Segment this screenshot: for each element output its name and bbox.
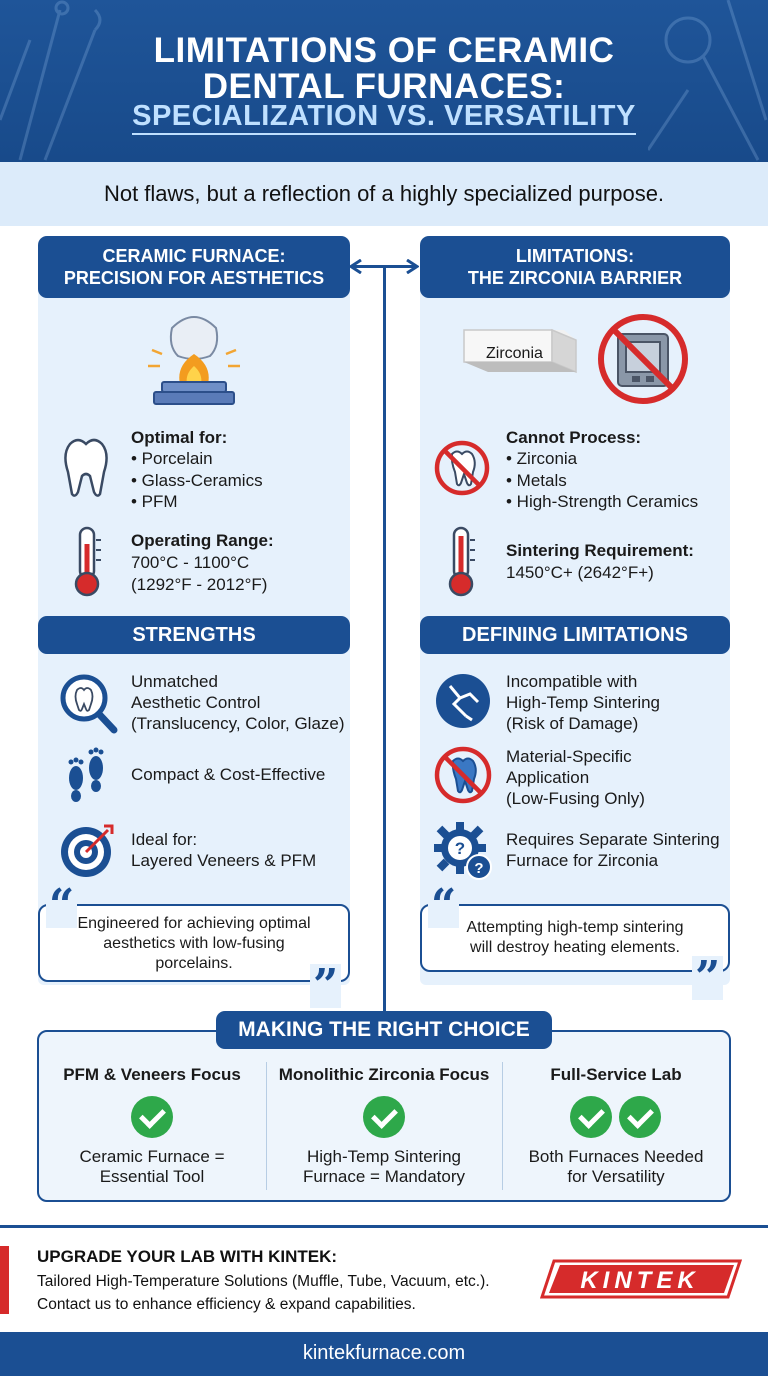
limit-separate-furnace: Requires Separate Sintering Furnace for Zirconia	[506, 830, 720, 870]
cannot-process-label: Cannot Process:	[506, 428, 642, 447]
limit-incompatible: Incompatible with High-Temp Sintering (Risk of Damage)	[506, 672, 661, 733]
strength-ideal-for: Ideal for: Layered Veneers & PFM	[131, 830, 317, 870]
footer-divider	[0, 1225, 768, 1228]
svg-text:?: ?	[454, 839, 466, 858]
tagline: Not flaws, but a reflection of a highly specialized purpose.	[103, 181, 665, 206]
check-icon	[619, 1096, 661, 1138]
quote-close-icon: ”	[692, 956, 723, 1000]
cannot-process-list: • Zirconia • Metals • High-Strength Ceramics	[506, 449, 699, 511]
strength-compact: Compact & Cost-Effective	[131, 765, 326, 784]
choice-col-fullservice-desc: Both Furnaces Needed for Versatility	[528, 1147, 704, 1186]
choice-col-fullservice-title: Full-Service Lab	[550, 1065, 682, 1084]
cta-line-2: Contact us to enhance efficiency & expand capabilities.	[37, 1296, 416, 1313]
page-title-line1: LIMITATIONS OF CERAMIC	[153, 31, 615, 70]
svg-text:?: ?	[474, 860, 484, 877]
quote-open-icon: “	[46, 884, 77, 928]
page-title-line2: DENTAL FURNACES:	[202, 67, 566, 106]
choice-heading: MAKING THE RIGHT CHOICE	[216, 1011, 552, 1049]
optimal-for-list: • Porcelain • Glass-Ceramics • PFM	[131, 449, 263, 511]
ceramic-furnace-heading: CERAMIC FURNACE: PRECISION FOR AESTHETICS	[38, 236, 350, 298]
operating-range-label: Operating Range:	[131, 531, 274, 550]
cracked-icon	[434, 672, 492, 730]
zirconia-block-label: Zirconia	[486, 345, 543, 362]
arrow-left-icon	[349, 259, 363, 274]
no-tooth-icon	[434, 440, 490, 496]
divider-line	[383, 266, 386, 1014]
page-subtitle: SPECIALIZATION VS. VERSATILITY	[0, 100, 768, 133]
left-quote-text: Engineered for achieving optimal aesthetics with low-fusing porcelains.	[77, 915, 311, 972]
operating-range-fahrenheit: (1292°F - 2012°F)	[131, 575, 268, 594]
cta-title: UPGRADE YOUR LAB WITH KINTEK:	[37, 1247, 338, 1266]
thermometer-icon	[444, 526, 478, 598]
choice-col-zirconia-title: Monolithic Zirconia Focus	[278, 1065, 490, 1084]
header-banner	[0, 0, 768, 162]
choice-col-zirconia-desc: High-Temp Sintering Furnace = Mandatory	[302, 1147, 466, 1186]
check-icon	[363, 1096, 405, 1138]
zirconia-barrier-heading: LIMITATIONS: THE ZIRCONIA BARRIER	[420, 236, 730, 298]
right-quote-text: Attempting high-temp sintering will destroy heating elements.	[466, 919, 684, 956]
website-link[interactable]: kintekfurnace.com	[302, 1342, 466, 1364]
limit-material-specific: Material-Specific Application (Low-Fusing Only)	[506, 747, 645, 808]
gear-question-icon	[432, 820, 494, 882]
no-tooth-icon	[434, 746, 492, 804]
no-furnace-icon	[596, 312, 690, 406]
operating-range-celsius: 700°C - 1100°C	[131, 553, 250, 572]
target-icon	[58, 822, 116, 880]
strength-aesthetic-control: Unmatched Aesthetic Control (Translucency, Color, Glaze)	[131, 672, 345, 733]
magnifier-tooth-icon	[58, 672, 118, 734]
thermometer-icon	[70, 526, 104, 598]
svg-text:KINTEK: KINTEK	[580, 1267, 700, 1294]
check-icon	[131, 1096, 173, 1138]
sintering-requirement-value: 1450°C+ (2642°F+)	[506, 563, 654, 582]
tooth-icon	[62, 436, 110, 498]
sintering-requirement-label: Sintering Requirement:	[506, 541, 694, 560]
kintek-logo[interactable]	[540, 1259, 742, 1299]
furnace-crown-icon	[142, 310, 246, 406]
cta-line-1: Tailored High-Temperature Solutions (Muffle, Tube, Vacuum, etc.).	[37, 1273, 490, 1290]
defining-limitations-heading: DEFINING LIMITATIONS	[420, 616, 730, 654]
footprint-icon	[62, 746, 112, 806]
choice-col-pfm-desc: Ceramic Furnace = Essential Tool	[79, 1147, 225, 1186]
strengths-heading: STRENGTHS	[38, 616, 350, 654]
choice-col-pfm-title: PFM & Veneers Focus	[63, 1065, 241, 1084]
optimal-for-label: Optimal for:	[131, 428, 228, 447]
check-icon	[570, 1096, 612, 1138]
quote-open-icon: “	[428, 884, 459, 928]
accent-bar	[0, 1246, 9, 1314]
quote-close-icon: ”	[310, 964, 341, 1008]
arrow-right-icon	[405, 259, 419, 274]
